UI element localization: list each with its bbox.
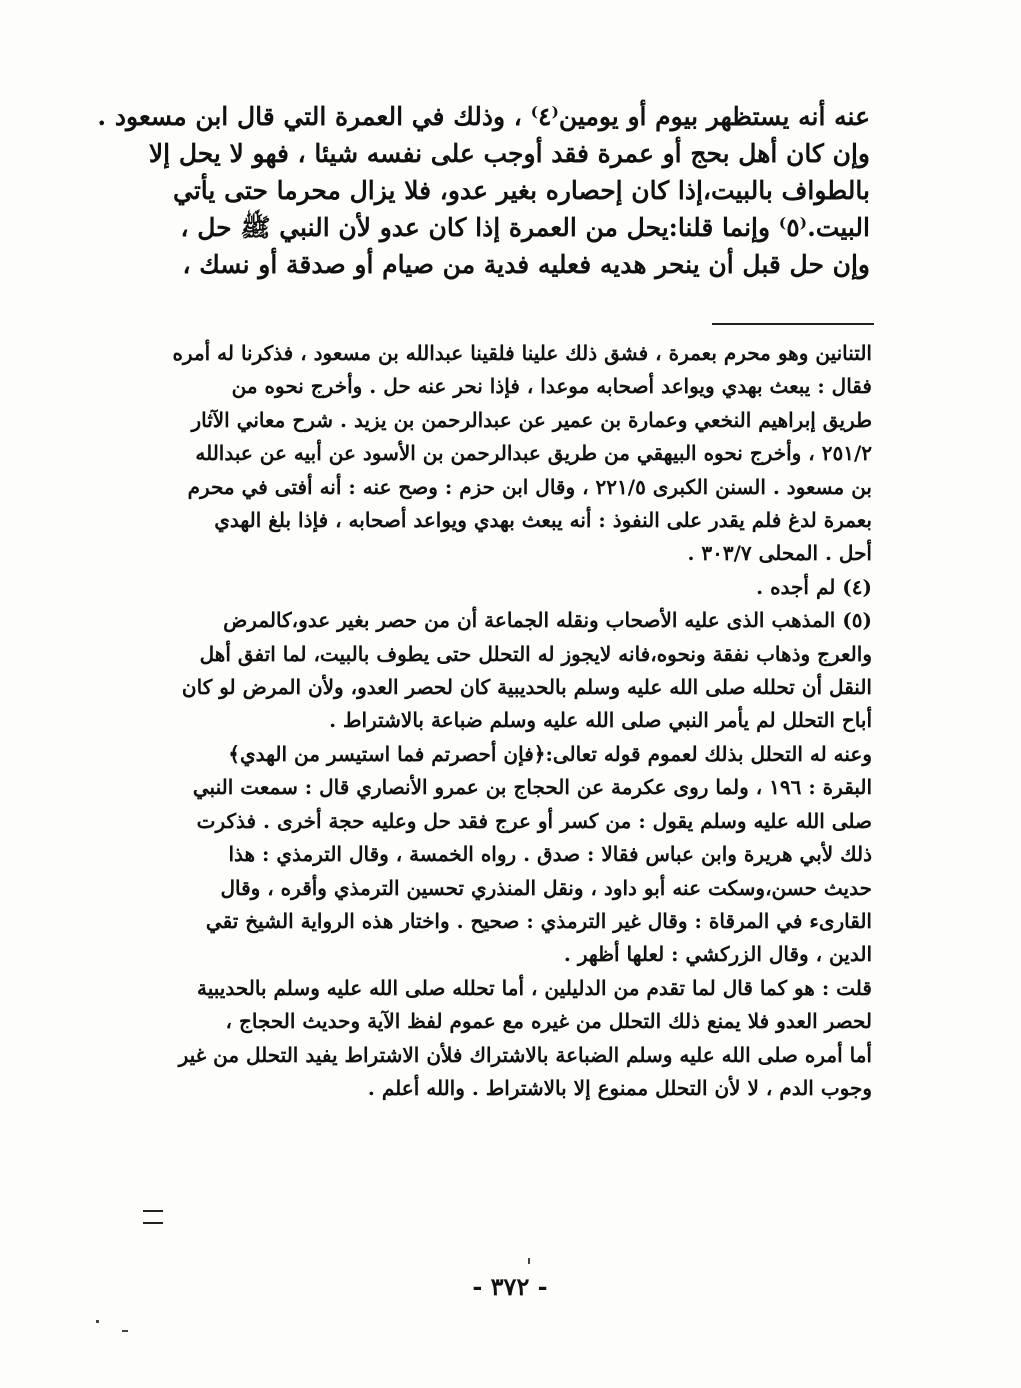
footnote-line: (٤) لم أجده .: [756, 574, 872, 599]
footnote-line: أحل . المحلى ٣٠٣/٧ .: [687, 541, 872, 566]
footnote-line: طريق إبراهيم النخعي وعمارة بن عمير عن عبدالرحمن بن يزيد . شرح معاني الآثار: [191, 407, 872, 432]
footnote-line: بعمرة لدغ فلم يقدر على النفوذ : أنه يبعث بهدي ويواعد أصحابه ، فإذا بلغ الهدي: [214, 508, 872, 533]
footnote-line: وجوب الدم ، لا لأن التحلل ممنوع إلا بالاشتراط . والله أعلم .: [367, 1075, 872, 1100]
scan-speck: [122, 1330, 128, 1332]
footnote-line: قلت : هو كما قال لما تقدم من الدليلين ، أما تحلله صلى الله عليه وسلم بالحديبية: [197, 975, 872, 1000]
footnote-line: حديث حسن،وسكت عنه أبو داود ، ونقل المنذري تحسين الترمذي وأقره ، وقال: [220, 875, 872, 900]
footnote-line: وعنه له التحلل بذلك لعموم قوله تعالى:﴿فإن أحصرتم فما استيسر من الهدي﴾: [228, 741, 872, 766]
page-number: - ٣٧٢ -: [472, 1272, 548, 1301]
footnote-line: أما أمره صلى الله عليه وسلم الضباعة بالاشتراك فلأن الاشتراط يفيد التحلل من غير: [178, 1042, 872, 1067]
footnote-line: الدين ، وقال الزركشي : لعلها أظهر .: [563, 942, 872, 967]
footnote-line: البقرة : ١٩٦ ، ولما روى عكرمة عن الحجاج بن عمرو الأنصاري قال : سمعت النبي: [192, 775, 872, 800]
footnote-line: بن مسعود . السنن الكبرى ٢٢١/٥ ، وقال ابن حزم : وصح عنه : أنه أفتى في محرم: [187, 474, 872, 499]
main-text-line: وإن كان أهل بحج أو عمرة فقد أوجب على نفسه شيئا ، فهو لا يحل إلا: [148, 139, 870, 168]
main-text-line: البيت.⁽٥⁾ وإنما قلنا:يحل من العمرة إذا كان عدو لأن النبي ﷺ حل ،: [180, 213, 870, 242]
main-text-line: عنه أنه يستظهر بيوم أو يومين⁽٤⁾ ، وذلك في العمرة التي قال ابن مسعود .: [97, 102, 870, 131]
footnote-line: والعرج وذهاب نفقة ونحوه،فانه لايجوز له التحلل حتى يطوف بالبيت، لما اتفق أهل: [199, 641, 872, 666]
margin-mark: [143, 1210, 163, 1224]
scan-speck: [96, 1320, 99, 1323]
scan-speck: [528, 1258, 530, 1264]
main-text-line: وإن حل قبل أن ينحر هديه فعليه فدية من صيام أو صدقة أو نسك ،: [182, 250, 870, 279]
footnote-line: ذلك لأبي هريرة وابن عباس فقالا : صدق . رواه الخمسة ، وقال الترمذي : هذا: [228, 842, 872, 867]
main-text-line: بالطواف بالبيت،إذا كان إحصاره بغير عدو، فلا يزال محرما حتى يأتي: [173, 176, 870, 205]
main-text-block: [97, 98, 870, 283]
footnote-line: ٢٥١/٢ ، وأخرج نحوه البيهقي من طريق عبدالرحمن بن الأسود عن أبيه عن عبدالله: [195, 441, 872, 466]
footnote-line: (٥) المذهب الذى عليه الأصحاب ونقله الجماعة أن من حصر بغير عدو،كالمرض: [223, 608, 872, 633]
footnote-line: القارىء في المرقاة : وقال غير الترمذي : صحيح . واختار هذه الرواية الشيخ تقي: [205, 908, 872, 933]
footnotes-block: [160, 337, 872, 1105]
footnote-line: فقال : يبعث بهدي ويواعد أصحابه موعدا ، فإذا نحر عنه حل . وأخرج نحوه من: [231, 374, 872, 399]
footnote-line: النقل أن تحلله صلى الله عليه وسلم بالحديبية كان لحصر العدو، ولأن المرض لو كان: [181, 675, 872, 700]
footnote-line: صلى الله عليه وسلم يقول : من كسر أو عرج فقد حل وعليه حجة أخرى . فذكرت: [196, 808, 872, 833]
footnote-line: لحصر العدو فلا يمنع ذلك التحلل من غيره مع عموم لفظ الآية وحديث الحجاج ،: [225, 1009, 872, 1034]
footnote-line: التنانين وهو محرم بعمرة ، فشق ذلك علينا فلقينا عبدالله بن مسعود ، فذكرنا له أمره: [172, 341, 872, 365]
footnote-line: أباح التحلل لم يأمر النبي صلى الله عليه وسلم ضباعة بالاشتراط .: [329, 708, 872, 733]
footnote-separator: [712, 323, 874, 325]
